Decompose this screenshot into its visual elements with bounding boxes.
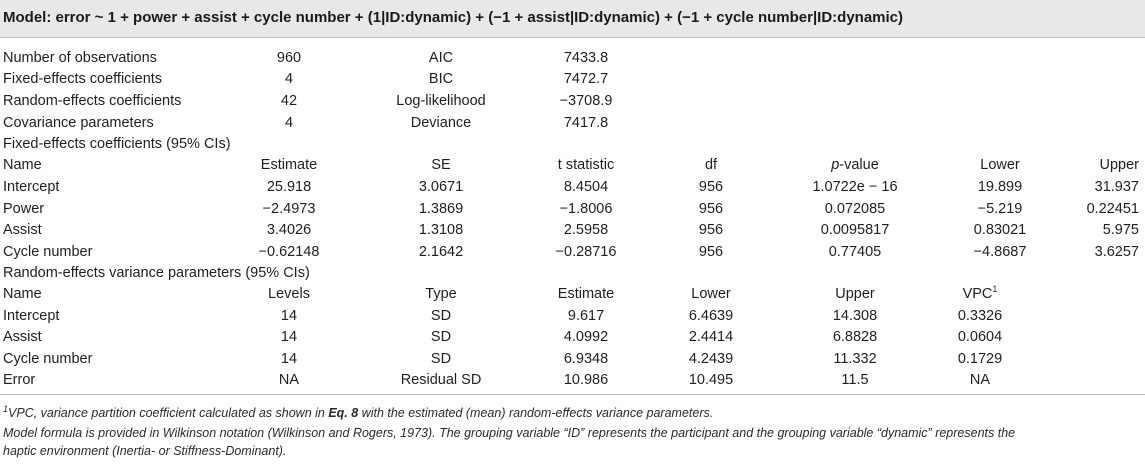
summary-stat: Log-likelihood <box>396 93 486 109</box>
header-t-statistic: t statistic <box>557 157 615 173</box>
fixed-section-title: Fixed-effects coefficients (95% CIs) <box>3 136 231 152</box>
cell-name: Assist <box>3 222 42 238</box>
summary-label: Covariance parameters <box>3 115 154 131</box>
cell-name: Power <box>3 201 45 217</box>
summary-row <box>0 48 1145 69</box>
summary-label: Number of observations <box>3 50 157 66</box>
cell-t-statistic: 2.5958 <box>563 222 609 238</box>
header-estimate: Estimate <box>260 157 318 173</box>
cell-upper: 11.5 <box>841 372 869 388</box>
cell-vpc: NA <box>969 372 991 388</box>
header-type: Type <box>425 286 457 302</box>
fixed-header-row <box>0 155 1145 176</box>
cell-se: 1.3108 <box>418 222 464 238</box>
equation-reference: Eq. 8 <box>328 406 359 420</box>
summary-stat: Deviance <box>410 115 472 131</box>
header-name: Name <box>3 286 42 302</box>
cell-levels: 14 <box>280 329 298 345</box>
cell-upper: 0.22451 <box>1086 201 1139 217</box>
footnote-3: haptic environment (Inertia- or Stiffness-Dominant). <box>3 444 287 458</box>
cell-estimate: 3.4026 <box>266 222 312 238</box>
cell-lower: 0.83021 <box>973 222 1027 238</box>
table-bottom-rule <box>0 394 1145 395</box>
table-title-band <box>0 0 1145 38</box>
cell-lower: 4.2439 <box>688 351 734 367</box>
header-p-value <box>831 155 879 176</box>
cell-name: Cycle number <box>3 351 93 367</box>
random-section-title: Random-effects variance parameters (95% CIs) <box>3 265 310 281</box>
cell-estimate: −2.4973 <box>262 201 316 217</box>
cell-p-value: 0.0095817 <box>820 222 890 238</box>
cell-lower: 6.4639 <box>688 308 734 324</box>
cell-upper: 5.975 <box>1102 222 1139 238</box>
cell-levels: NA <box>278 372 300 388</box>
cell-lower: 10.495 <box>688 372 734 388</box>
cell-df: 956 <box>698 179 724 195</box>
cell-vpc: 0.1729 <box>957 351 1003 367</box>
cell-type: Residual SD <box>400 372 482 388</box>
cell-df: 956 <box>698 201 724 217</box>
cell-type: SD <box>430 351 452 367</box>
cell-type: SD <box>430 308 452 324</box>
table-row <box>0 220 1145 241</box>
cell-levels: 14 <box>280 308 298 324</box>
summary-value: 4 <box>284 71 294 87</box>
table-row <box>0 199 1145 220</box>
summary-label: Random-effects coefficients <box>3 93 182 109</box>
header-estimate: Estimate <box>557 286 615 302</box>
footnote-1 <box>3 404 713 422</box>
cell-se: 1.3869 <box>418 201 464 217</box>
header-upper: Upper <box>835 286 875 302</box>
cell-estimate: 4.0992 <box>563 329 609 345</box>
model-title: Model: error ~ 1 + power + assist + cycle number + (1|ID:dynamic) + (−1 + assist|ID:dynamic) + (−1 + cycle number|ID:dynamic) <box>3 9 904 26</box>
header-p-letter: p <box>831 157 840 173</box>
table-row <box>0 349 1145 370</box>
header-name: Name <box>3 157 42 173</box>
cell-upper: 31.937 <box>1094 179 1139 195</box>
footnote-marker: 1 <box>992 284 998 295</box>
summary-label: Fixed-effects coefficients <box>3 71 163 87</box>
summary-stat-value: −3708.9 <box>559 93 613 109</box>
table-row <box>0 242 1145 263</box>
summary-value: 960 <box>276 50 302 66</box>
header-vpc <box>963 284 998 305</box>
footnote-1-text-a: VPC, variance partition coefficient calculated as shown in <box>8 406 329 420</box>
header-upper: Upper <box>1099 157 1139 173</box>
cell-name: Intercept <box>3 308 60 324</box>
cell-lower: −5.219 <box>977 201 1023 217</box>
cell-se: 3.0671 <box>418 179 464 195</box>
cell-name: Error <box>3 372 36 388</box>
footnote-marker: 1 <box>3 403 9 414</box>
table-row <box>0 306 1145 327</box>
cell-estimate: −0.62148 <box>258 244 320 260</box>
cell-df: 956 <box>698 244 724 260</box>
summary-row <box>0 91 1145 112</box>
cell-t-statistic: 8.4504 <box>563 179 609 195</box>
cell-upper: 14.308 <box>832 308 878 324</box>
cell-t-statistic: −0.28716 <box>555 244 617 260</box>
cell-name: Intercept <box>3 179 60 195</box>
cell-type: SD <box>430 329 452 345</box>
footnote-1-text-b: with the estimated (mean) random-effects variance parameters. <box>358 406 714 420</box>
cell-estimate: 9.617 <box>567 308 605 324</box>
summary-stat: AIC <box>428 50 454 66</box>
summary-stat: BIC <box>428 71 454 87</box>
summary-value: 42 <box>280 93 298 109</box>
summary-value: 4 <box>284 115 294 131</box>
cell-t-statistic: −1.8006 <box>559 201 613 217</box>
cell-estimate: 6.9348 <box>563 351 609 367</box>
summary-stat-value: 7417.8 <box>563 115 609 131</box>
cell-se: 2.1642 <box>418 244 464 260</box>
fixed-section-row <box>0 134 1145 155</box>
cell-estimate: 25.918 <box>266 179 312 195</box>
random-header-row <box>0 284 1145 305</box>
footnote-2: Model formula is provided in Wilkinson notation (Wilkinson and Rogers, 1973). The grouping variable “ID” represents the participant and the grouping variable “dynamic” represents the <box>3 426 1016 440</box>
cell-name: Assist <box>3 329 42 345</box>
header-p-suffix: -value <box>839 157 879 173</box>
cell-name: Cycle number <box>3 244 93 260</box>
cell-p-value: 1.0722e − 16 <box>812 179 898 195</box>
summary-stat-value: 7472.7 <box>563 71 609 87</box>
summary-row <box>0 113 1145 134</box>
cell-lower: 2.4414 <box>688 329 734 345</box>
cell-vpc: 0.0604 <box>957 329 1003 345</box>
summary-stat-value: 7433.8 <box>563 50 609 66</box>
header-levels: Levels <box>268 286 310 302</box>
random-section-row <box>0 263 1145 284</box>
cell-lower: −4.8687 <box>973 244 1027 260</box>
cell-p-value: 0.77405 <box>828 244 882 260</box>
cell-df: 956 <box>698 222 724 238</box>
header-lower: Lower <box>691 286 731 302</box>
header-vpc-label: VPC <box>962 286 993 302</box>
cell-lower: 19.899 <box>977 179 1023 195</box>
summary-row <box>0 69 1145 90</box>
table-row <box>0 370 1145 391</box>
cell-upper: 6.8828 <box>832 329 878 345</box>
table-row <box>0 177 1145 198</box>
cell-upper: 11.332 <box>833 351 877 367</box>
cell-estimate: 10.986 <box>563 372 609 388</box>
header-se: SE <box>431 157 451 173</box>
table-row <box>0 327 1145 348</box>
header-df: df <box>704 157 718 173</box>
cell-p-value: 0.072085 <box>824 201 886 217</box>
cell-vpc: 0.3326 <box>957 308 1003 324</box>
cell-levels: 14 <box>280 351 298 367</box>
cell-upper: 3.6257 <box>1094 244 1139 260</box>
header-lower: Lower <box>980 157 1020 173</box>
